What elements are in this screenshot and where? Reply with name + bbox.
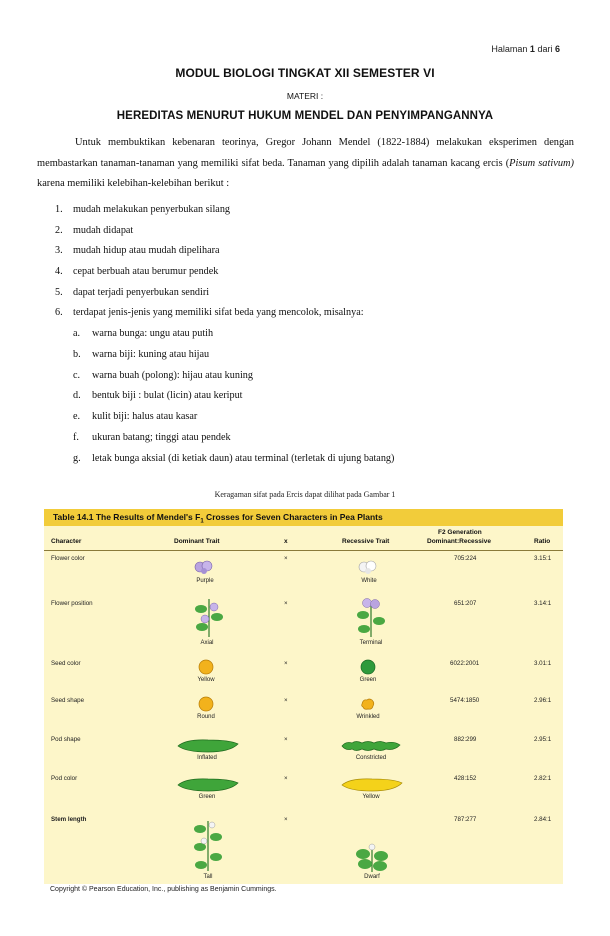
cell-character: Flower position <box>51 600 93 607</box>
copyright-notice: Copyright © Pearson Education, Inc., publishing as Benjamin Cummings. <box>50 886 277 893</box>
sublist-letter: g. <box>73 453 81 464</box>
intro-species-name: Pisum sativum) <box>509 157 575 169</box>
trait-label: Tall <box>203 874 213 880</box>
cell-ratio: 3.14:1 <box>534 600 552 607</box>
cell-ratio: 2.84:1 <box>534 816 552 823</box>
sublist-text: bentuk biji : bulat (licin) atau keriput <box>92 390 243 401</box>
intro-text: Untuk membuktikan kebenaran teorinya, Gregor Johann Mendel (1822-1884) melakukan eksperimen dengan membastarkan tanaman-tanaman yang memiliki sifat beda. Tanaman yang dipilih adalah tanaman kacang ercis ( <box>37 137 574 169</box>
list-text: terdapat jenis-jenis yang memiliki sifat beda yang mencolok, misalnya: <box>73 307 364 318</box>
cell-cross: × <box>284 600 288 607</box>
trait-label: Purple <box>196 578 214 584</box>
materi-label: MATERI : <box>286 91 324 101</box>
sublist-text: ukuran batang; tinggi atau pendek <box>92 432 231 443</box>
sublist-letter: d. <box>73 390 81 401</box>
col-header-recessive: Recessive Trait <box>342 538 390 545</box>
table-title-sub: 1 <box>200 518 204 525</box>
dwarf-plant-icon <box>354 842 390 872</box>
sublist-letter: f. <box>73 432 79 443</box>
page-prefix: Halaman <box>491 44 528 54</box>
intro-paragraph <box>37 133 574 195</box>
trait-label: Round <box>197 714 215 720</box>
cell-cross: × <box>284 660 288 667</box>
sublist-text: kulit biji: halus atau kasar <box>92 411 198 422</box>
trait-label: Yellow <box>362 794 380 800</box>
constricted-pod-icon <box>340 738 402 754</box>
cell-cross: × <box>284 555 288 562</box>
sublist-letter: c. <box>73 370 81 381</box>
list-text: cepat berbuah atau berumur pendek <box>73 266 219 277</box>
trait-label: Axial <box>200 640 214 646</box>
sublist-text: letak bunga aksial (di ketiak daun) atau terminal (terletak di ujung batang) <box>92 453 395 464</box>
figure-caption: Keragaman sifat pada Ercis dapat dilihat pada Gambar 1 <box>214 490 396 499</box>
trait-label: White <box>361 578 377 584</box>
table-title-bar <box>44 509 563 526</box>
wrinkled-seed-icon <box>360 697 376 711</box>
table-title-suffix: Crosses for Seven Characters in Pea Plants <box>203 512 383 522</box>
cell-f2: 705:224 <box>454 555 477 562</box>
cell-cross: × <box>284 816 288 823</box>
inflated-pod-icon <box>176 738 240 754</box>
cell-character: Stem length <box>51 816 87 823</box>
col-header-character: Character <box>51 538 82 545</box>
cell-f2: 787:277 <box>454 816 477 823</box>
sublist-letter: a. <box>73 328 81 339</box>
list-number: 2. <box>55 225 63 236</box>
cell-f2: 428:152 <box>454 775 477 782</box>
trait-label: Dwarf <box>364 874 380 880</box>
cell-cross: × <box>284 775 288 782</box>
cell-f2: 882:299 <box>454 736 477 743</box>
trait-label: Green <box>359 677 377 683</box>
cell-character: Pod shape <box>51 736 81 743</box>
col-header-dominant: Dominant Trait <box>174 538 220 545</box>
cell-f2: 6022:2001 <box>450 660 480 667</box>
trait-label: Constricted <box>355 755 387 761</box>
col-header-cross: x <box>284 538 288 545</box>
document-title: MODUL BIOLOGI TINGKAT XII SEMESTER VI <box>175 66 435 80</box>
terminal-flower-plant-icon <box>354 597 388 637</box>
list-text: dapat terjadi penyerbukan sendiri <box>73 287 210 298</box>
list-number: 3. <box>55 245 63 256</box>
document-subtitle: HEREDITAS MENURUT HUKUM MENDEL DAN PENYIMPANGANNYA <box>116 110 494 122</box>
cell-cross: × <box>284 736 288 743</box>
page-current: 1 <box>529 44 535 54</box>
cell-ratio: 3.15:1 <box>534 555 552 562</box>
sublist-letter: e. <box>73 411 81 422</box>
list-number: 5. <box>55 287 63 298</box>
cell-f2: 5474:1850 <box>450 697 480 704</box>
mendel-table-figure <box>44 509 563 884</box>
intro-text-end: karena memiliki kelebihan-kelebihan berikut : <box>37 178 230 189</box>
cell-character: Pod color <box>51 775 78 782</box>
sublist-text: warna biji: kuning atau hijau <box>92 349 210 360</box>
table-title <box>53 512 383 525</box>
col-header-f2-line1: F2 Generation <box>438 529 482 536</box>
cell-character: Seed color <box>51 660 81 667</box>
list-text: mudah didapat <box>73 225 134 236</box>
list-number: 4. <box>55 266 63 277</box>
cell-cross: × <box>284 697 288 704</box>
list-number: 6. <box>55 307 63 318</box>
page-number <box>491 44 560 54</box>
green-seed-icon <box>360 659 376 675</box>
axial-flower-plant-icon <box>192 597 226 637</box>
sublist-text: warna bunga: ungu atau putih <box>92 328 214 339</box>
cell-ratio: 3.01:1 <box>534 660 552 667</box>
sublist-text: warna buah (polong): hijau atau kuning <box>92 370 253 381</box>
page-sep: dari <box>537 44 553 54</box>
cell-ratio: 2.95:1 <box>534 736 552 743</box>
table-title-prefix: Table 14.1 The Results of Mendel's F <box>53 512 201 522</box>
trait-label: Wrinkled <box>356 714 380 720</box>
col-header-ratio: Ratio <box>534 538 551 545</box>
trait-label: Green <box>198 794 216 800</box>
white-flower-icon <box>358 559 378 577</box>
trait-label: Terminal <box>359 640 383 646</box>
trait-label: Inflated <box>197 755 217 761</box>
cell-ratio: 2.82:1 <box>534 775 552 782</box>
cell-f2: 651:207 <box>454 600 477 607</box>
yellow-pod-icon <box>340 777 404 793</box>
list-number: 1. <box>55 204 63 215</box>
yellow-seed-icon <box>198 659 214 675</box>
tall-plant-icon <box>190 819 226 871</box>
cell-character: Seed shape <box>51 697 85 704</box>
trait-label: Yellow <box>197 677 215 683</box>
purple-flower-icon <box>194 559 214 577</box>
round-seed-icon <box>198 696 214 712</box>
sublist-letter: b. <box>73 349 81 360</box>
list-text: mudah hidup atau mudah dipelihara <box>73 245 220 256</box>
cell-ratio: 2.96:1 <box>534 697 552 704</box>
header-divider <box>44 550 563 551</box>
list-text: mudah melakukan penyerbukan silang <box>73 204 231 215</box>
cell-character: Flower color <box>51 555 85 562</box>
col-header-f2-line2: Dominant:Recessive <box>427 538 491 545</box>
page-total: 6 <box>554 44 560 54</box>
green-pod-icon <box>176 777 240 793</box>
